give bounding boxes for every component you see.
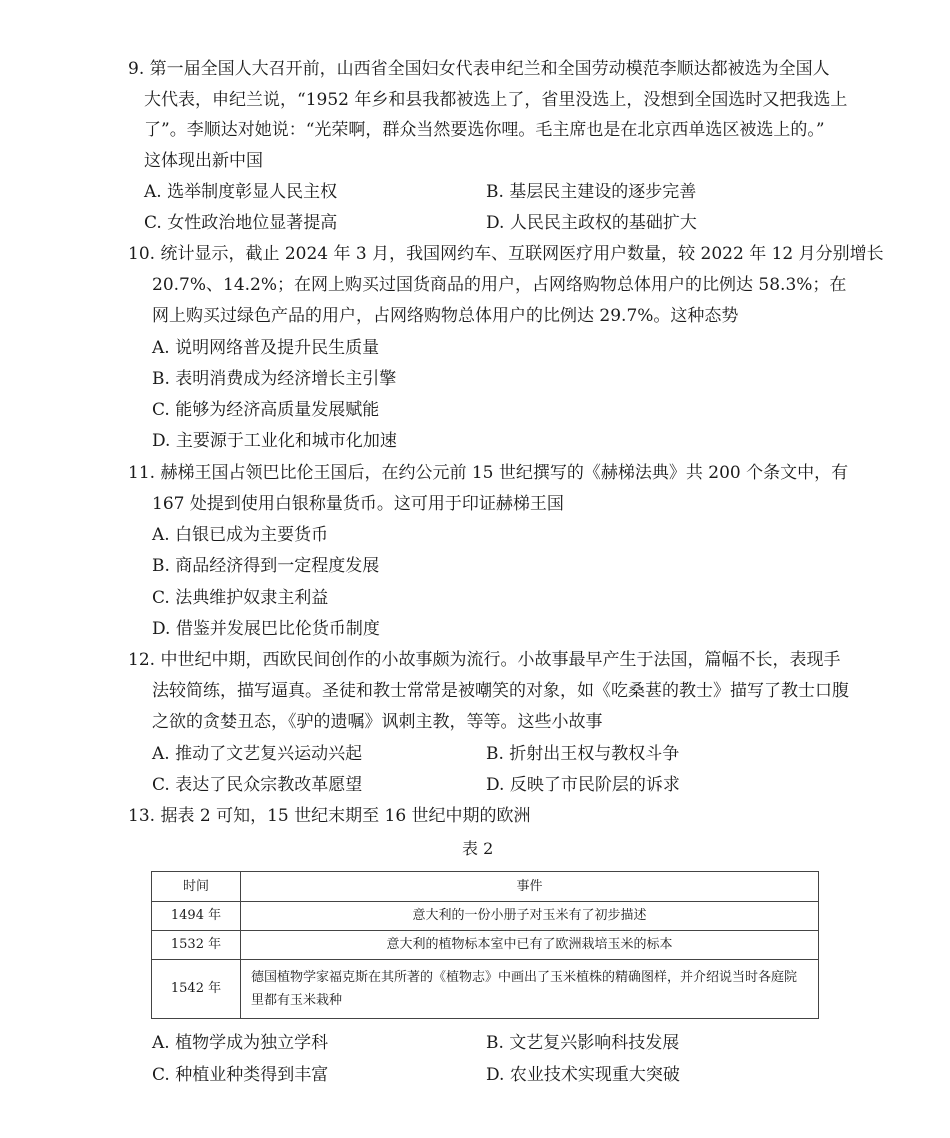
table-row bbox=[152, 960, 819, 1019]
table-header-event: 事件 bbox=[241, 872, 819, 902]
question-12-option-d: D. 反映了市民阶层的诉求 bbox=[486, 775, 680, 795]
question-9-option-c: C. 女性政治地位显著提高 bbox=[144, 213, 338, 233]
question-12-option-a: A. 推动了文艺复兴运动兴起 bbox=[152, 744, 363, 764]
question-11-option-a: A. 白银已成为主要货币 bbox=[152, 525, 329, 545]
question-9-line-3: 了”。李顺达对她说：“光荣啊，群众当然要选你哩。毛主席也是在北京西单选区被选上的。” bbox=[144, 120, 825, 140]
question-10-option-a: A. 说明网络普及提升民生质量 bbox=[152, 338, 380, 358]
question-12-line-2: 法较简练，描写逼真。圣徒和教士常常是被嘲笑的对象，如《吃桑葚的教士》描写了教士口腹 bbox=[152, 681, 849, 701]
table-row bbox=[152, 902, 819, 931]
question-11-line-1: 11. 赫梯王国占领巴比伦王国后，在约公元前 15 世纪撰写的《赫梯法典》共 200 个条文中，有 bbox=[128, 463, 849, 483]
question-12-line-3: 之欲的贪婪丑态，《驴的遗嘱》讽刺主教，等等。这些小故事 bbox=[152, 712, 603, 732]
table-header-row bbox=[152, 872, 819, 902]
question-11-option-d: D. 借鉴并发展巴比伦货币制度 bbox=[152, 619, 380, 639]
question-13-option-a: A. 植物学成为独立学科 bbox=[152, 1033, 329, 1053]
table-header-time: 时间 bbox=[152, 872, 241, 902]
question-10-option-b: B. 表明消费成为经济增长主引擎 bbox=[152, 369, 397, 389]
table-caption: 表 2 bbox=[462, 839, 494, 858]
table-cell-time: 1532 年 bbox=[152, 931, 241, 960]
question-9-option-b: B. 基层民主建设的逐步完善 bbox=[486, 182, 697, 202]
table-cell-event: 德国植物学家福克斯在其所著的《植物志》中画出了玉米植株的精确图样，并介绍说当时各庭院里都有玉米栽种 bbox=[241, 960, 819, 1019]
events-table bbox=[151, 871, 819, 1019]
question-13-option-c: C. 种植业种类得到丰富 bbox=[152, 1065, 329, 1085]
question-11-line-2: 167 处提到使用白银称量货币。这可用于印证赫梯王国 bbox=[152, 494, 564, 514]
question-12-line-1: 12. 中世纪中期，西欧民间创作的小故事颇为流行。小故事最早产生于法国，篇幅不长，表现手 bbox=[128, 650, 841, 670]
question-9-line-4: 这体现出新中国 bbox=[144, 151, 263, 171]
question-10-option-c: C. 能够为经济高质量发展赋能 bbox=[152, 400, 380, 420]
question-10-line-2: 20.7%、14.2%；在网上购买过国货商品的用户，占网络购物总体用户的比例达 58.3%；在 bbox=[152, 275, 847, 295]
table-row bbox=[152, 931, 819, 960]
question-12-option-b: B. 折射出王权与教权斗争 bbox=[486, 744, 680, 764]
table-cell-event: 意大利的一份小册子对玉米有了初步描述 bbox=[241, 902, 819, 931]
table-cell-time: 1542 年 bbox=[152, 960, 241, 1019]
question-13-option-d: D. 农业技术实现重大突破 bbox=[486, 1065, 680, 1085]
question-11-option-b: B. 商品经济得到一定程度发展 bbox=[152, 556, 380, 576]
question-10-line-3: 网上购买过绿色产品的用户，占网络购物总体用户的比例达 29.7%。这种态势 bbox=[152, 306, 739, 326]
question-10-option-d: D. 主要源于工业化和城市化加速 bbox=[152, 431, 397, 451]
question-13-option-b: B. 文艺复兴影响科技发展 bbox=[486, 1033, 680, 1053]
table-cell-event: 意大利的植物标本室中已有了欧洲栽培玉米的标本 bbox=[241, 931, 819, 960]
question-13-line-1: 13. 据表 2 可知，15 世纪末期至 16 世纪中期的欧洲 bbox=[128, 806, 531, 826]
question-9-option-d: D. 人民民主政权的基础扩大 bbox=[486, 213, 697, 233]
question-9-option-a: A. 选举制度彰显人民主权 bbox=[144, 182, 338, 202]
table-cell-time: 1494 年 bbox=[152, 902, 241, 931]
question-9-line-2: 大代表，申纪兰说，“1952 年乡和县我都被选上了，省里没选上，没想到全国选时又把我选上 bbox=[144, 90, 848, 110]
question-12-option-c: C. 表达了民众宗教改革愿望 bbox=[152, 775, 363, 795]
question-11-option-c: C. 法典维护奴隶主利益 bbox=[152, 588, 329, 608]
question-9-line-1: 9. 第一届全国人大召开前，山西省全国妇女代表申纪兰和全国劳动模范李顺达都被选为全国人 bbox=[128, 59, 830, 79]
question-10-line-1: 10. 统计显示，截止 2024 年 3 月，我国网约车、互联网医疗用户数量，较 2022 年 12 月分别增长 bbox=[128, 244, 884, 264]
